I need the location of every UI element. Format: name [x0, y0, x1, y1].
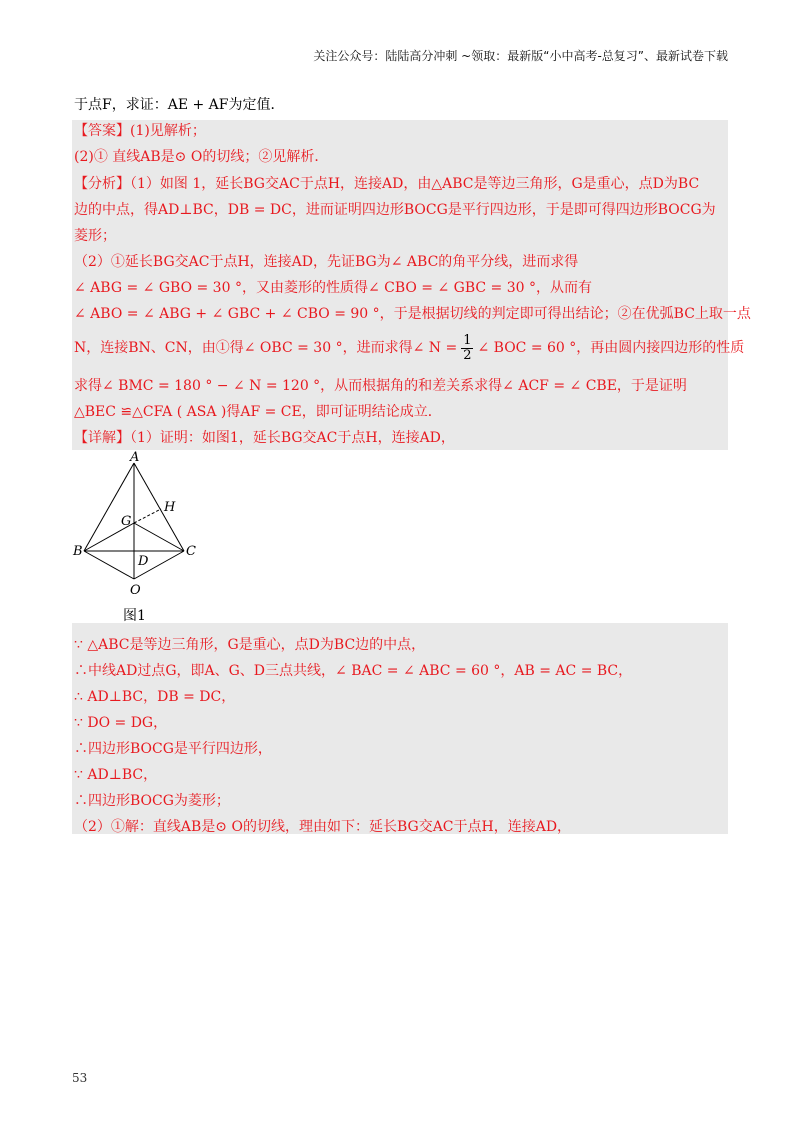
analysis-2: 边的中点，得AD⊥BC，DB = DC，进而证明四边形BOCG是平行四边形，于是即可得四边形BOCG为	[74, 202, 716, 218]
fraction-denominator: 2	[463, 347, 472, 363]
label-h: H	[164, 500, 176, 515]
fraction-numerator: 1	[463, 332, 472, 348]
fraction	[461, 334, 473, 363]
analysis-4: （2）①延长BG交AC于点H，连接AD，先证BG为∠ ABC的角平分线，进而求得	[74, 254, 579, 270]
analysis-6: ∠ ABO = ∠ ABG + ∠ GBC + ∠ CBO = 90 °，于是根据切线的判定即可得出结论；②在优弧BC上取一点	[74, 306, 751, 322]
analysis-1: 【分析】（1）如图 1，延长BG交AC于点H，连接AD，由△ABC是等边三角形，G是重心，点D为BC	[74, 176, 700, 192]
label-d: D	[138, 554, 149, 569]
analysis-5: ∠ ABG = ∠ GBO = 30 °，又由菱形的性质得∠ CBO = ∠ GBC = 30 °，从而有	[74, 280, 593, 296]
answer-1: 【答案】(1)见解析；	[74, 123, 206, 139]
label-c: C	[186, 544, 196, 559]
figure-caption: 图1	[123, 608, 146, 624]
analysis-7-post: ∠ BOC = 60 °，再由圆内接四边形的性质	[477, 340, 745, 356]
label-g: G	[121, 514, 132, 529]
detail-2: ∵ △ABC是等边三角形，G是重心，点D为BC边的中点，	[74, 637, 426, 653]
detail-5: ∵ DO = DG，	[74, 715, 168, 731]
label-o: O	[130, 583, 141, 598]
page-number: 53	[72, 1071, 88, 1085]
label-b: B	[73, 544, 83, 559]
figure-1	[72, 451, 197, 623]
detail-1: 【详解】（1）证明：如图1，延长BG交AC于点H，连接AD，	[74, 430, 455, 446]
label-a: A	[130, 451, 140, 465]
detail-7: ∵ AD⊥BC，	[74, 767, 158, 783]
analysis-9: △BEC ≌△CFA ( ASA )得AF = CE，即可证明结论成立．	[74, 404, 442, 420]
detail-3: ∴中线AD过点G，即A、G、D三点共线，∠ BAC = ∠ ABC = 60 °，AB = AC = BC，	[74, 663, 633, 679]
page-header: 关注公众号：陆陆高分冲刺 ~领取：最新版“小中高考-总复习”、最新试卷下载	[313, 49, 728, 63]
analysis-7	[74, 333, 744, 363]
triangle-diagram	[72, 451, 197, 601]
analysis-7-pre: N，连接BN、CN，由①得∠ OBC = 30 °，进而求得∠ N =	[74, 340, 458, 356]
answer-2: (2)① 直线AB是⊙ O的切线；②见解析．	[74, 149, 329, 165]
detail-4: ∴ AD⊥BC，DB = DC，	[74, 689, 236, 705]
analysis-8: 求得∠ BMC = 180 ° − ∠ N = 120 °，从而根据角的和差关系求得∠ ACF = ∠ CBE，于是证明	[74, 378, 687, 394]
detail-6: ∴四边形BOCG是平行四边形，	[74, 741, 272, 757]
question-tail: 于点F，求证：AE + AF为定值．	[74, 97, 285, 113]
detail-8: ∴四边形BOCG为菱形；	[74, 793, 230, 809]
detail-9: （2）①解：直线AB是⊙ O的切线，理由如下：延长BG交AC于点H，连接AD，	[74, 819, 572, 835]
analysis-3: 菱形；	[74, 228, 116, 244]
